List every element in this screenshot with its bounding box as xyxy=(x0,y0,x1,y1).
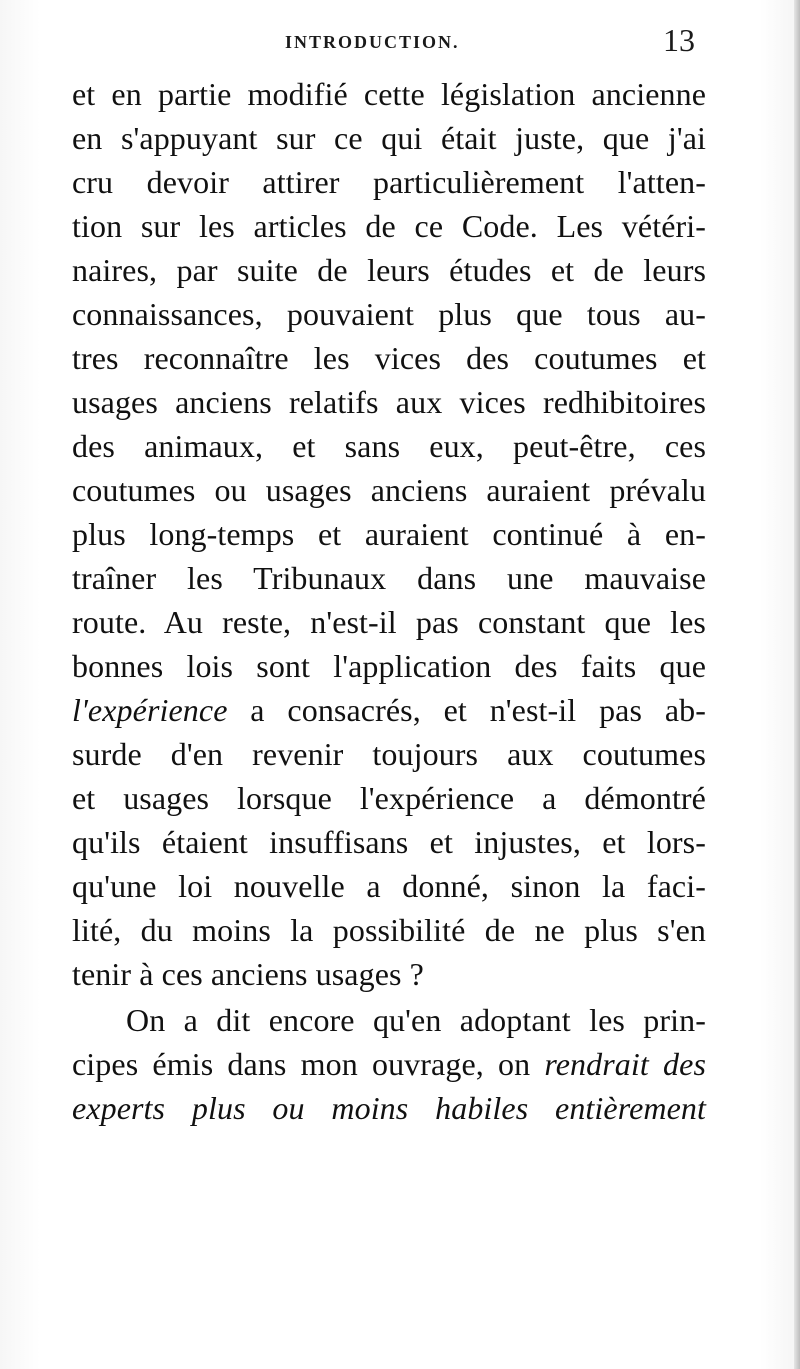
text-line xyxy=(72,864,706,908)
line-text: route. Au reste, n'est-il pas constant que les xyxy=(72,604,706,640)
line-text: On a dit encore qu'en adoptant les prin- xyxy=(126,1002,706,1038)
text-line xyxy=(72,1042,706,1086)
line-text: lité, du moins la possibilité de ne plus s'en xyxy=(72,912,706,948)
text-line xyxy=(72,292,706,336)
line-text: connaissances, pouvaient plus que tous au- xyxy=(72,296,706,332)
text-line xyxy=(72,952,706,996)
text-line xyxy=(72,556,706,600)
line-text: surde d'en revenir toujours aux coutumes xyxy=(72,736,706,772)
line-text: tres reconnaître les vices des coutumes et xyxy=(72,340,706,376)
line-text: tion sur les articles de ce Code. Les vétéri- xyxy=(72,208,706,244)
page-header xyxy=(285,22,695,62)
text-line xyxy=(72,1086,706,1130)
line-text: qu'ils étaient insuffisans et injustes, et lors- xyxy=(72,824,706,860)
text-line xyxy=(72,424,706,468)
page-number: 13 xyxy=(663,22,695,58)
line-text: qu'une loi nouvelle a donné, sinon la faci- xyxy=(72,868,706,904)
line-text: tenir à ces anciens usages ? xyxy=(72,956,424,992)
running-title: INTRODUCTION. xyxy=(285,32,460,52)
text-line xyxy=(72,204,706,248)
text-line xyxy=(72,160,706,204)
line-text: et en partie modifié cette législation ancienne xyxy=(72,76,706,112)
line-text: des animaux, et sans eux, peut-être, ces xyxy=(72,428,706,464)
line-text: cru devoir attirer particulièrement l'atten- xyxy=(72,164,706,200)
line-text: usages anciens relatifs aux vices redhibitoires xyxy=(72,384,706,420)
line-text: coutumes ou usages anciens auraient prévalu xyxy=(72,472,706,508)
italic-text: l'expérience xyxy=(72,692,228,728)
text-line xyxy=(72,336,706,380)
line-text: plus long-temps et auraient continué à en- xyxy=(72,516,706,552)
text-line xyxy=(72,820,706,864)
text-line xyxy=(72,732,706,776)
text-line xyxy=(72,688,706,732)
line-text: bonnes lois sont l'application des faits que xyxy=(72,648,706,684)
line-text: cipes émis dans mon ouvrage, on xyxy=(72,1046,545,1082)
text-line xyxy=(72,998,706,1042)
line-text: naires, par suite de leurs études et de leurs xyxy=(72,252,706,288)
text-line xyxy=(72,644,706,688)
page-edge xyxy=(794,0,800,1369)
line-text: en s'appuyant sur ce qui était juste, que j'ai xyxy=(72,120,706,156)
text-line xyxy=(72,776,706,820)
line-text: a consacrés, et n'est-il pas ab- xyxy=(227,692,706,728)
italic-text: rendrait des xyxy=(544,1046,706,1082)
body-text xyxy=(72,72,706,1130)
line-text: et usages lorsque l'expérience a démontré xyxy=(72,780,706,816)
text-line xyxy=(72,512,706,556)
text-line xyxy=(72,72,706,116)
text-line xyxy=(72,600,706,644)
text-line xyxy=(72,908,706,952)
text-line xyxy=(72,468,706,512)
italic-text: experts plus ou moins habiles entièrement xyxy=(72,1090,706,1126)
text-line xyxy=(72,380,706,424)
line-text: traîner les Tribunaux dans une mauvaise xyxy=(72,560,706,596)
text-line xyxy=(72,248,706,292)
text-line xyxy=(72,116,706,160)
